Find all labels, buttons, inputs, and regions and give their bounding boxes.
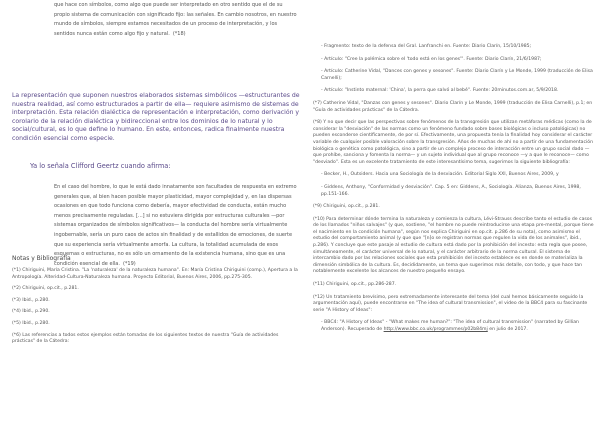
main-paragraph: La representación que suponen nuestros elaborados sistemas simbólicos —estructurantes de nuestra realidad, así como estructurados a partir de ella— requiere asimismo de sistemas de interpretación. Esta relación dialéctica de representación e interpretación, como derivación y corolario de la relación dialéctica y bidireccional entre los dominios de lo natural y lo social/cultural, es lo que define lo humano. En este, entonces, radica finalmente nuestra condición esencial como especie. [12, 92, 300, 142]
note-10: (*10) Para determinar dónde termina la naturaleza y comienza la cultura, Lévi-Strauss describe tanto el estudio de casos de los llamados "niños salvajes" (y que, sostiene, "el hombre no puede reintroducirse una etapa pre-mental, porque tiene el nacimiento en la condición humana", según nos explica Chiriguini en op.cit. p.286 de su nota), como asimismo el estudio del comportamiento animal (y que que "[n]o se registran normas que regulen la vida de los animales", ibid., p.286). Y concluye que este pasaje al estudio de cultura está dado por la prohibición del incesto: esta regla que posee, simultáneamente, el carácter universal de lo natural, y el carácter arbitrario de la norma cultural. El sistema de intercambio dado por las relaciones sociales que esta prohibición del incesto establece es en donde se materializa la dimensión simbólica de la cultura. Es, decididamente, un tema que sugerimos más detalle, con todo, y que hace tan notablemente excelente los alcances de nuestro pequeño ensayo. [313, 216, 594, 275]
note-6: (*6) Las referencias a todos estos ejemplos están tomadas de los siguientes textos de nuestra "Guía de actividades prácticas" de la Cátedra: [12, 332, 279, 345]
footnote-ref: (*19) [122, 260, 136, 267]
block-quote-geertz [54, 183, 298, 269]
notes-list-left [12, 268, 302, 351]
note-6-sources [313, 44, 595, 95]
note-3: (*3) Ibid., p.280. [12, 297, 50, 303]
source-text: - BBC4: "A History of Ideas" - "What makes me human?": "The idea of cultural transmission" (narrated by Gillian Anderson). Recuperado de [321, 320, 579, 332]
source-item: - Giddens, Anthony, "Conformidad y desviación". Cap. 5 en: Giddens, A., Sociología. Alianza, Buenos Aires, 1998, pp.151-166. [321, 184, 581, 197]
source-item: - Fragmento: texto de la defensa del Gral. Lanfranchi en. Fuente: Diario Clarín, 15/10/1985; [321, 44, 532, 49]
block-quote-top [54, 1, 298, 39]
note-9: (*9) Chiriguini, op.cit., p.281. [313, 204, 380, 210]
note-12-sources [313, 320, 595, 333]
note-4: (*4) Ibid., p.290. [12, 309, 50, 315]
source-item: - Becker, H., Outsiders. Hacia una Sociología de la desviación. Editorial Siglo XXI, Buenos Aires, 2009, y [321, 172, 559, 178]
note-7: (*7) Catherine Vidal, "Danzas con genes y sesones". Diario Clarín y Le Monde, 1999 (traducción de Elisa Carnelli), p.1; en "Guía de actividades prácticas" de la Cátedra. [313, 100, 593, 113]
source-item: - Artículo: "Instinto maternal: 'China', la perra que salvó al bebé". Fuente: 20minutos.com.ar, 5/9/2018. [321, 88, 559, 94]
bbc-link[interactable]: http://www.bbc.co.uk/programmes/p02b84mj [383, 327, 488, 332]
notes-title: Notas y Bibliografía [12, 255, 71, 262]
note-2: (*2) Chiriguini, op.cit., p.281. [12, 286, 79, 292]
geertz-intro: Ya lo señala Clifford Geertz cuando afirma: [30, 162, 171, 170]
note-1: (*1) Chiriguini, María Cristina. "La 'naturaleza' de la naturaleza humana". En: María Cristina Chiriguini (comp.), Apertura a la Antropología. Alteridad-Cultura-Naturaleza humana. Proyecto Editorial, Buenos Aires, 2006, pp.275-305. [12, 268, 298, 280]
source-date: en julio de 2017. [489, 327, 528, 332]
source-item [321, 320, 595, 333]
quote-text: que hace con símbolos, como algo que puede ser interpretado en otro sentido que el de su propio sistema de comunicación con significado fijo: las señales. En cambio nosotros, en nuestro mundo de símbolos, siempre estamos necesitados de un proceso de interpretación, y los sentidos nunca están como algo fijo y natural. [54, 2, 297, 37]
footnote-ref: (*18) [172, 30, 186, 37]
quote-text: En el caso del hombre, lo que le está dado innatamente son facultades de respuesta en extremo generales que, al bien hacen posible mayor plasticidad, mayor complejidad y, en las dispersas ocasiones en que todo funciona como debería, mayor efectividad de conducta, están mucho menos precisamente reguladas. [...] si no estuviera dirigida por estructuras culturales —por sistemas organizados de símbolos significativos— la conducta del hombre sería virtualmente ingobernable, sería un puro caos de actos sin finalidad y de estallidos de emociones, de suerte que su experiencia sería virtualmente amorfa. La cultura, la totalidad acumulada de esos esquemas o estructuras, no es sólo un ornamento de la existencia humana, sino que es una condición esencial de ella. [54, 184, 297, 267]
source-item: - Artículo: Catherine Vidal, "Dances con genes y sesones". Fuente: Diario Clarín y Le Monde, 1999 (traducción de Elisa Carnelli); [321, 69, 593, 81]
note-5: (*5) Ibid., p.280. [12, 320, 50, 326]
notes-list-right [313, 44, 595, 340]
note-11: (*11) Chiriguini, op.cit., pp.286-287. [313, 282, 397, 288]
note-8-sources [313, 172, 595, 198]
note-12: (*12) Un tratamiento brevísimo, pero extremadamente interesante del tema (del cual hemos básicamente seguido la argumentación aquí), puede encontrarse en "The idea of cultural transmission", el video de la BBC4 para su fascinante serie "A History of Ideas": [313, 294, 588, 313]
source-item: - Artículo: "Cree la polémica sobre el 'todo está en los genes'". Fuente: Diario Clarín, 21/6/1987; [321, 56, 542, 62]
right-column [305, 0, 600, 424]
note-8: (*8) Y no que decir que las perspectivas sobre fenómenos de la transgresión que utilizan metáforas médicas (como la de considerar la "desviación" de las normas como un fenómeno fundado sobre bases biológicas o incluso patológicas) no pueden esconderse científicamente, de por sí. Efectivamente, una propuesta tenía la finalidad hoy considerar el carácter variable de cualquier posible valoración sobre la transgresión. Años de muchas de ahí no a partir de una fundamentación biológica o genética como patológica, sino a partir de un complejo proceso de interacción entre un grupo social dado —que prohíbe, sanciona y fomenta la norma— y un sujeto individual que al grupo reconoce —y a que le reconoce— como "desviado". Esta es un excelente tratamiento de este interesantísimo tema, sugerimos la siguiente bibliografía: [313, 120, 593, 165]
